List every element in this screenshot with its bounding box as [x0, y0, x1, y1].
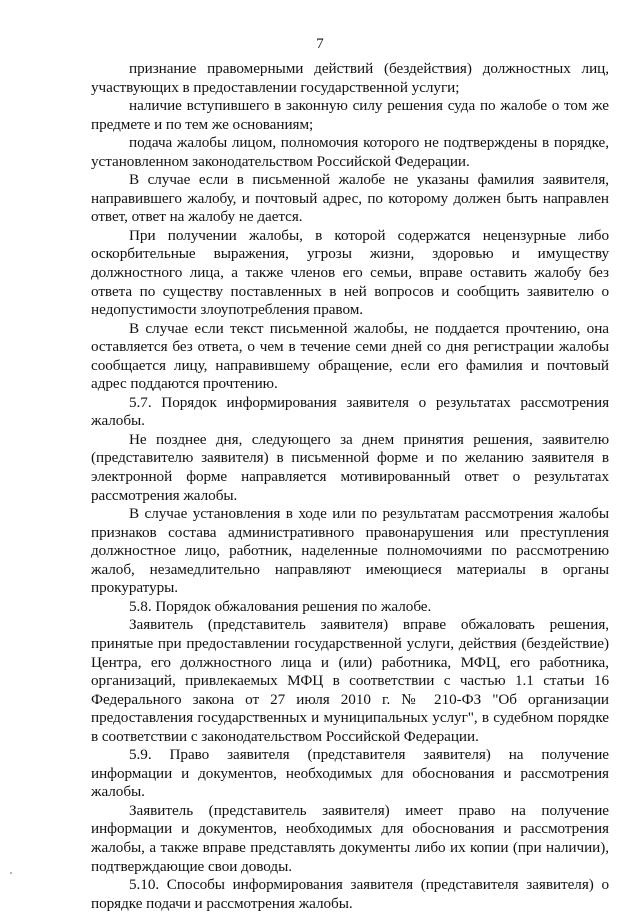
scan-speck: [10, 872, 12, 874]
section-heading-5-7: 5.7. Порядок информирования заявителя о результатах рассмотрения жалобы.: [91, 393, 609, 430]
paragraph: наличие вступившего в законную силу решения суда по жалобе о том же предмете и по тем же основаниям;: [91, 97, 609, 133]
paragraph: признание правомерными действий (бездействия) должностных лиц, участвующих в предоставлении государственной услуги;: [91, 60, 609, 96]
paragraph: В случае если текст письменной жалобы, не поддается прочтению, она оставляется без ответа, о чем в течение семи дней со дня регистрации жалобы сообщается лицу, направившему обращение, если его фамилия и почтовый адрес поддаются прочтению.: [91, 319, 609, 393]
document-body: [91, 60, 609, 913]
paragraph: При получении жалобы, в которой содержатся нецензурные либо оскорбительные выражения, угрозы жизни, здоровью и имуществу должностного лица, а также членов его семьи, вправе оставить жалобу без ответа по существу поставленных в ней вопросов и сообщить заявителю о недопустимости злоупотребления правом.: [91, 226, 609, 319]
paragraph: Заявитель (представитель заявителя) вправе обжаловать решения, принятые при предоставлении государственной услуги, действия (бездействие) Центра, его должностного лица и (или) работника, МФЦ, его работника, организаций, привлекаемых МФЦ в соответствии с частью 1.1 статьи 16 Федерального закона от 27 июля 2010 г. № 210-ФЗ "Об организации предоставления государственных и муниципальных услуг", в судебном порядке в соответствии с законодательством Российской Федерации.: [91, 616, 609, 745]
paragraph: В случае если в письменной жалобе не указаны фамилия заявителя, направившего жалобу, и почтовый адрес, по которому должен быть направлен ответ, ответ на жалобу не дается.: [91, 171, 609, 226]
page-number: 7: [316, 36, 324, 52]
paragraph: подача жалобы лицом, полномочия которого не подтверждены в порядке, установленном законодательством Российской Федерации.: [91, 134, 609, 170]
section-heading-5-9: 5.9. Право заявителя (представителя заявителя) на получение информации и документов, необходимых для обоснования и рассмотрения жалобы.: [91, 746, 609, 801]
paragraph: Не позднее дня, следующего за днем принятия решения, заявителю (представителю заявителя) в письменной форме и по желанию заявителя в электронной форме направляется мотивированный ответ о результатах рассмотрения жалобы.: [91, 430, 609, 504]
paragraph: В случае установления в ходе или по результатам рассмотрения жалобы признаков состава административного правонарушения или преступления должностное лицо, работник, наделенные полномочиями по рассмотрению жалоб, незамедлительно направляют имеющиеся материалы в органы прокуратуры.: [91, 505, 609, 597]
paragraph: Заявитель (представитель заявителя) имеет право на получение информации и документов, необходимых для обоснования и рассмотрения жалобы, а также вправе представлять документы либо их копии (при наличии), подтверждающие свои доводы.: [91, 801, 609, 875]
section-heading-5-10: 5.10. Способы информирования заявителя (представителя заявителя) о порядке подачи и рассмотрения жалобы.: [91, 876, 609, 912]
section-heading-5-8: 5.8. Порядок обжалования решения по жалобе.: [129, 597, 432, 615]
